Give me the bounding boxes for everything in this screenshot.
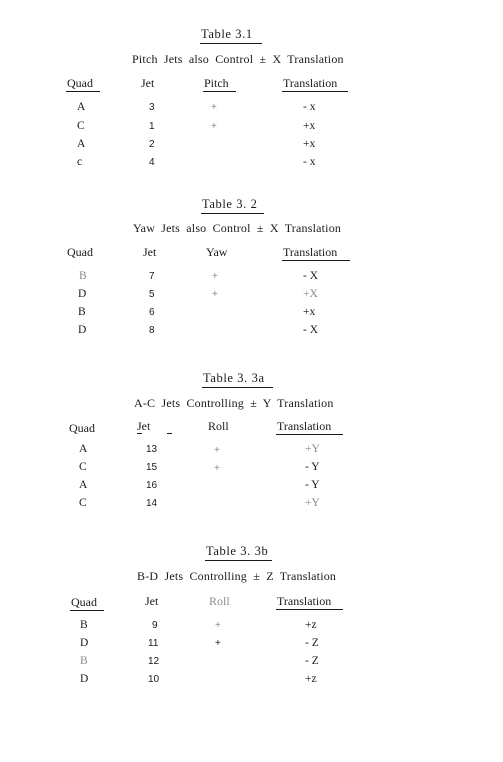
table-cell: D [80, 637, 89, 649]
table-cell: +z [305, 619, 317, 631]
table-cell: B [78, 306, 86, 318]
header-translation: Translation [283, 76, 338, 90]
header-translation: Translation [283, 245, 338, 259]
table-cell: A [77, 138, 86, 150]
table-title: Table 3.1 [201, 27, 253, 41]
table-subtitle: B-D Jets Controlling ± Z Translation [137, 569, 337, 583]
table-cell: 15 [146, 462, 158, 473]
table-cell: C [79, 497, 87, 509]
table-cell: 12 [148, 656, 160, 667]
header-roll: Roll [208, 419, 229, 433]
header-quad: Quad [67, 245, 93, 259]
table-cell: + [215, 620, 221, 631]
table-cell: 16 [146, 480, 158, 491]
table-cell: - Z [305, 655, 319, 667]
table-cell: D [80, 673, 89, 685]
table-cell: +x [303, 306, 316, 318]
table-cell: + [212, 271, 218, 282]
table-cell: D [78, 288, 87, 300]
header-translation-underline [276, 434, 343, 435]
table-cell: - X [303, 324, 319, 336]
table-cell: A [79, 443, 88, 455]
table-cell: 8 [149, 325, 155, 336]
header-quad-underline [70, 610, 104, 611]
header-jet-mark-left [137, 433, 142, 434]
table-cell: - Y [305, 479, 320, 491]
header-quad: Quad [71, 595, 97, 609]
header-jet: Jet [141, 76, 155, 90]
table-cell: 7 [149, 271, 155, 282]
table-title: Table 3. 3a [203, 371, 265, 385]
table-cell: - Z [305, 637, 319, 649]
table-cell: - X [303, 270, 319, 282]
header-translation: Translation [277, 419, 332, 433]
table-cell: +Y [305, 443, 320, 455]
table-cell: 6 [149, 307, 155, 318]
table-cell: 2 [149, 139, 155, 150]
header-yaw: Yaw [206, 245, 228, 259]
table-cell: 1 [149, 121, 155, 132]
table-cell: + [215, 638, 221, 649]
table-cell: - x [303, 156, 316, 168]
table-title: Table 3. 2 [202, 197, 258, 211]
table-cell: D [78, 324, 87, 336]
table-subtitle: A-C Jets Controlling ± Y Translation [134, 396, 334, 410]
table-subtitle: Pitch Jets also Control ± X Translation [132, 52, 344, 66]
table-cell: C [79, 461, 87, 473]
table-title-underline [202, 387, 273, 388]
header-quad-underline [66, 91, 100, 92]
table-title: Table 3. 3b [206, 544, 269, 558]
header-roll: Roll [209, 594, 230, 608]
table-cell: B [80, 619, 88, 631]
header-quad: Quad [69, 421, 95, 435]
table-cell: 10 [148, 674, 160, 685]
table-title-underline [201, 213, 264, 214]
table-cell: B [79, 270, 87, 282]
table-cell: - Y [305, 461, 320, 473]
table-cell: C [77, 120, 85, 132]
table-cell: + [211, 102, 217, 113]
header-jet: Jet [145, 594, 159, 608]
table-title-underline [200, 43, 262, 44]
table-cell: 3 [149, 102, 155, 113]
header-translation-underline [282, 91, 348, 92]
table-cell: +x [303, 138, 316, 150]
header-translation-underline [282, 260, 350, 261]
table-cell: + [212, 289, 218, 300]
table-cell: + [214, 463, 220, 474]
header-translation-underline [276, 609, 343, 610]
table-cell: A [77, 101, 86, 113]
table-subtitle: Yaw Jets also Control ± X Translation [133, 221, 342, 235]
table-cell: +Y [305, 497, 320, 509]
table-cell: +z [305, 673, 317, 685]
table-cell: 13 [146, 444, 158, 455]
table-cell: +X [303, 288, 318, 300]
header-jet: Jet [143, 245, 157, 259]
header-jet-mark-right [167, 433, 172, 434]
header-pitch-underline [203, 91, 236, 92]
header-pitch: Pitch [204, 76, 229, 90]
table-cell: 14 [146, 498, 158, 509]
table-cell: B [80, 655, 88, 667]
table-cell: +x [303, 120, 316, 132]
table-cell: c [77, 156, 83, 168]
table-cell: 11 [148, 638, 159, 649]
header-jet: Jet [137, 419, 151, 433]
table-cell: 5 [149, 289, 155, 300]
header-translation: Translation [277, 594, 332, 608]
table-cell: 9 [152, 620, 158, 631]
table-cell: 4 [149, 157, 155, 168]
table-cell: - x [303, 101, 316, 113]
header-quad: Quad [67, 76, 93, 90]
table-title-underline [205, 560, 272, 561]
table-cell: + [214, 445, 220, 456]
table-cell: + [211, 121, 217, 132]
table-cell: A [79, 479, 88, 491]
